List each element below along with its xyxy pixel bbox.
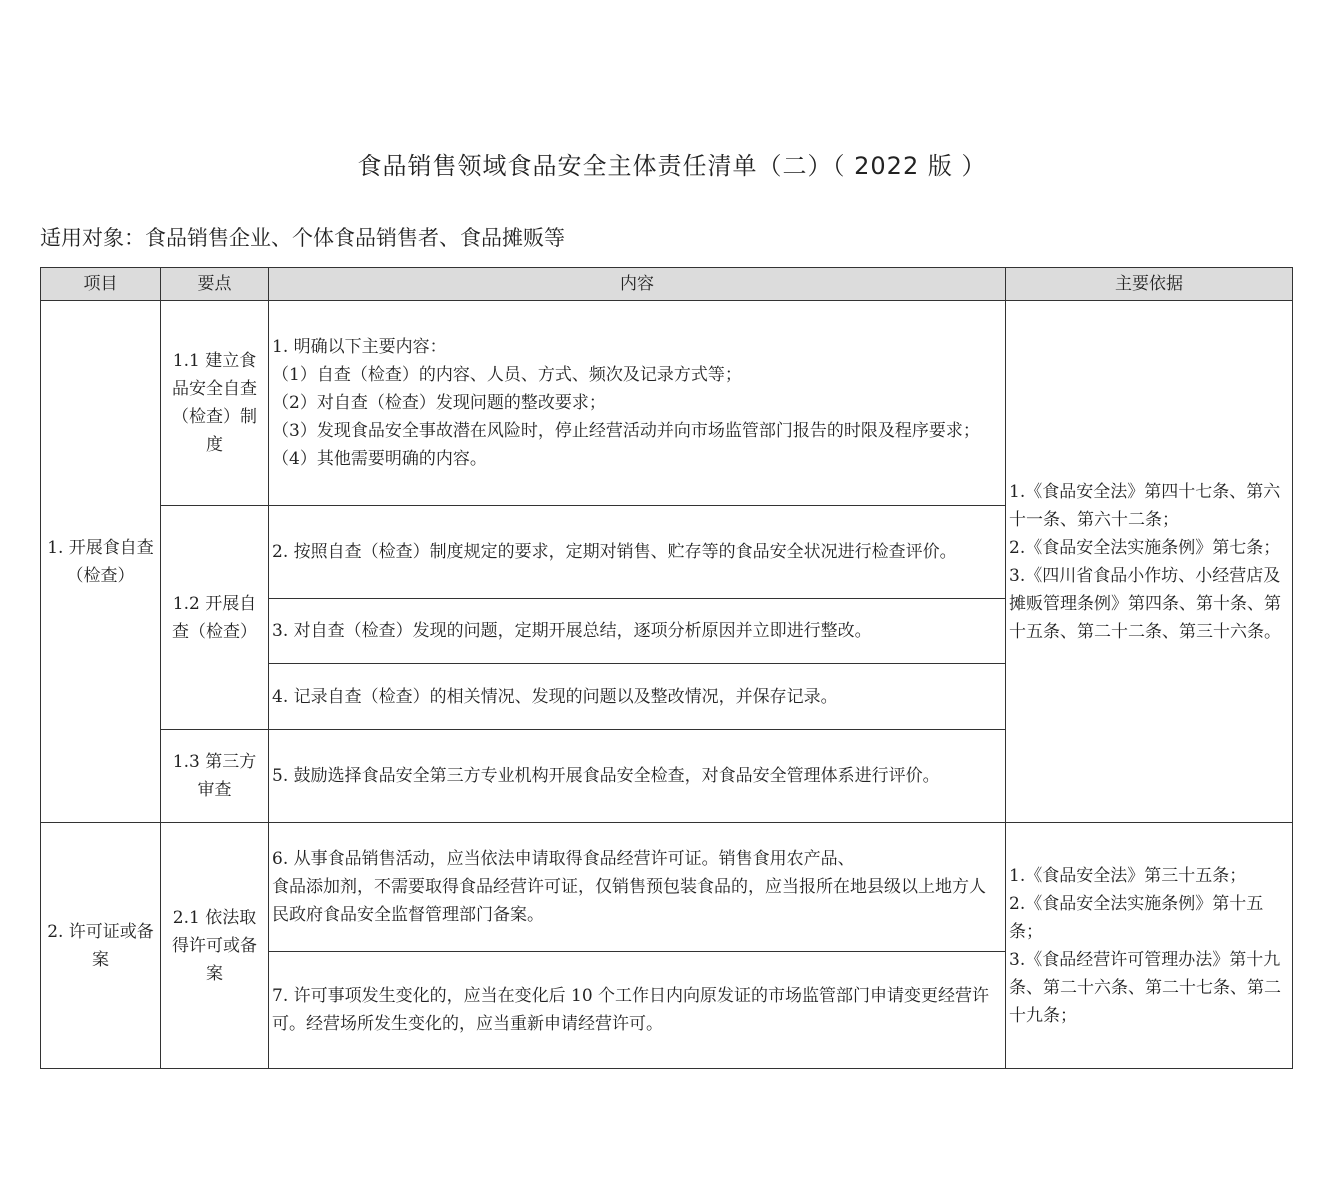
document-title: 食品销售领域食品安全主体责任清单（二）（ 2022 版 ） — [357, 152, 987, 180]
basis-line: 1.《食品安全法》第四十七条、第六十一条、第六十二条； — [1009, 481, 1281, 530]
header-item: 项目 — [41, 268, 161, 301]
table-row — [41, 823, 1293, 952]
content-line: （1）自查（检查）的内容、人员、方式、频次及记录方式等； — [272, 365, 742, 385]
point-cell-1-3: 1.3 第三方审查 — [161, 730, 269, 823]
header-content: 内容 — [269, 268, 1006, 301]
item-cell-2: 2. 许可证或备案 — [41, 823, 161, 1069]
content-cell-5: 5. 鼓励选择食品安全第三方专业机构开展食品安全检查，对食品安全管理体系进行评价。 — [269, 730, 1006, 823]
point-cell-2-1: 2.1 依法取得许可或备案 — [161, 823, 269, 1069]
basis-cell-2 — [1006, 823, 1293, 1069]
content-line: 1. 明确以下主要内容： — [272, 337, 447, 357]
basis-line: 2.《食品安全法实施条例》第十五条； — [1009, 893, 1264, 942]
content-cell-3: 3. 对自查（检查）发现的问题，定期开展总结，逐项分析原因并立即进行整改。 — [269, 599, 1006, 664]
basis-line: 3.《食品经营许可管理办法》第十九条、第二十六条、第二十七条、第二十九条； — [1009, 949, 1281, 1026]
content-cell-4: 4. 记录自查（检查）的相关情况、发现的问题以及整改情况，并保存记录。 — [269, 664, 1006, 730]
basis-line: 1.《食品安全法》第三十五条； — [1009, 865, 1247, 886]
basis-line: 3.《四川省食品小作坊、小经营店及摊贩管理条例》第四条、第十条、第十五条、第二十二条、第三十六条。 — [1009, 565, 1281, 642]
content-line: （3）发现食品安全事故潜在风险时，停止经营活动并向市场监管部门报告的时限及程序要求； — [272, 421, 980, 441]
header-basis: 主要依据 — [1006, 268, 1293, 301]
basis-line: 2.《食品安全法实施条例》第七条； — [1009, 537, 1281, 558]
scope-line: 适用对象：食品销售企业、个体食品销售者、食品摊贩等 — [40, 226, 565, 250]
content-cell-6 — [269, 823, 1006, 952]
responsibility-table — [40, 267, 1293, 1069]
content-line: 食品添加剂，不需要取得食品经营许可证，仅销售预包装食品的，应当报所在地县级以上地方人民政府食品安全监督管理部门备案。 — [272, 877, 986, 925]
point-cell-1-2: 1.2 开展自查（检查） — [161, 506, 269, 730]
content-cell-7: 7. 许可事项发生变化的，应当在变化后 10 个工作日内向原发证的市场监管部门申请变更经营许可。经营场所发生变化的，应当重新申请经营许可。 — [269, 952, 1006, 1069]
content-cell-1 — [269, 301, 1006, 506]
content-line: 6. 从事食品销售活动，应当依法申请取得食品经营许可证。销售食用农产品、 — [272, 849, 855, 869]
content-cell-2: 2. 按照自查（检查）制度规定的要求，定期对销售、贮存等的食品安全状况进行检查评价。 — [269, 506, 1006, 599]
content-line: （2）对自查（检查）发现问题的整改要求； — [272, 393, 606, 413]
header-point: 要点 — [161, 268, 269, 301]
basis-cell-1 — [1006, 301, 1293, 823]
item-cell-1: 1. 开展食自查（检查） — [41, 301, 161, 823]
point-cell-1-1: 1.1 建立食品安全自查（检查）制度 — [161, 301, 269, 506]
table-row — [41, 301, 1293, 506]
content-line: （4）其他需要明确的内容。 — [272, 449, 487, 469]
table-header-row — [41, 268, 1293, 301]
